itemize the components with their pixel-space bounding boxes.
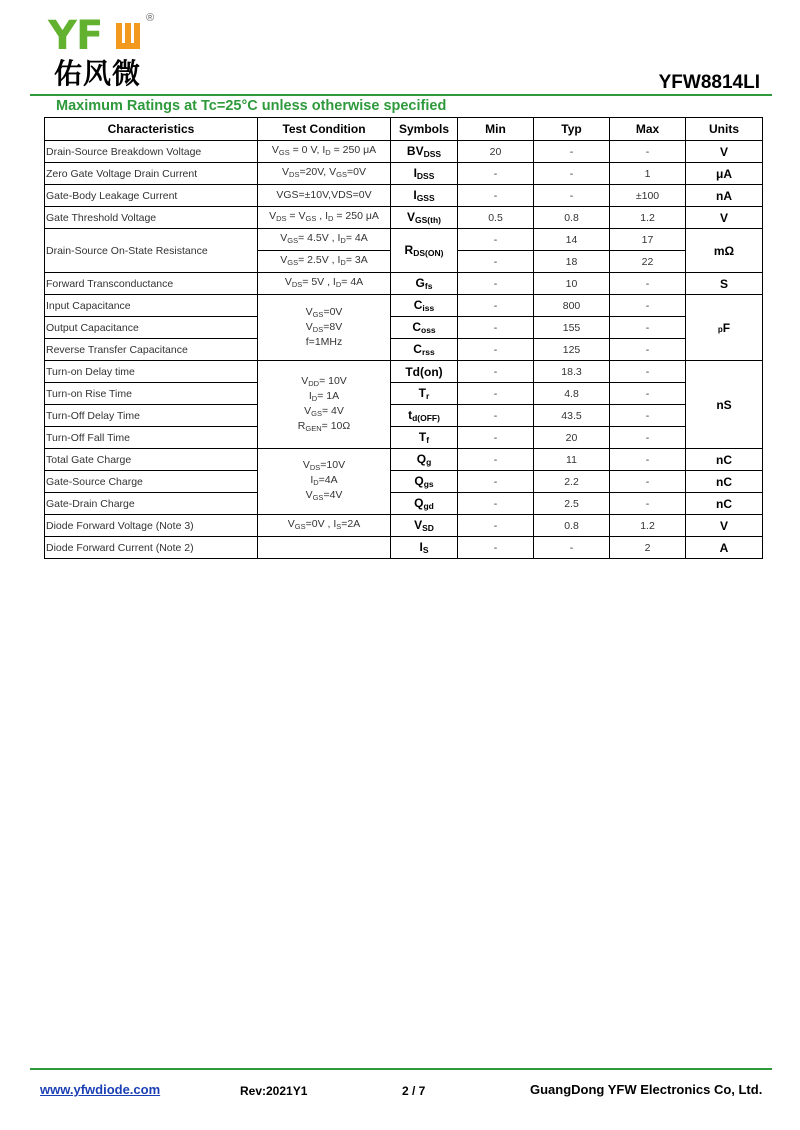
typ-cell: 2.5: [534, 493, 610, 515]
characteristic-cell: Turn-Off Delay Time: [45, 405, 258, 427]
symbol-cell: $T_r$: [391, 383, 458, 405]
max-cell: -: [610, 383, 686, 405]
unit-cell: A: [686, 537, 763, 559]
symbol-cell: $t_{d(OFF)}$: [391, 405, 458, 427]
typ-cell: 43.5: [534, 405, 610, 427]
characteristic-cell: Diode Forward Voltage (Note 3): [45, 515, 258, 537]
registered-mark: ®: [146, 12, 155, 24]
symbol-cell: $I_{GSS}$: [391, 185, 458, 207]
min-cell: 0.5: [458, 207, 534, 229]
test-condition-cell: $V_{GS} = 0$ V, $I_D = 250$ μA: [258, 141, 391, 163]
page-number: 2 / 7: [402, 1084, 426, 1098]
max-cell: -: [610, 361, 686, 383]
test-condition-cell: $V_{GS}=0V$ , $I_S=2A$: [258, 515, 391, 537]
characteristic-cell: Turn-Off Fall Time: [45, 427, 258, 449]
website-link[interactable]: www.yfwdiode.com: [40, 1082, 161, 1097]
min-cell: -: [458, 163, 534, 185]
column-header: Min: [458, 118, 534, 141]
symbol-cell: $Q_{gd}$: [391, 493, 458, 515]
symbol-cell: $V_{GS(th)}$: [391, 207, 458, 229]
min-cell: -: [458, 493, 534, 515]
characteristic-cell: Turn-on Rise Time: [45, 383, 258, 405]
characteristic-cell: Output Capacitance: [45, 317, 258, 339]
min-cell: -: [458, 471, 534, 493]
table-row: [45, 471, 763, 493]
column-header: Typ: [534, 118, 610, 141]
header-divider: [30, 94, 772, 96]
symbol-cell: $R_{DS(ON)}$: [391, 229, 458, 273]
min-cell: -: [458, 185, 534, 207]
unit-cell: nS: [686, 361, 763, 449]
symbol-cell: $I_S$: [391, 537, 458, 559]
max-cell: -: [610, 141, 686, 163]
column-header: Units: [686, 118, 763, 141]
typ-cell: 2.2: [534, 471, 610, 493]
test-condition-cell: $V_{DS}=10V$ $I_D=4A$ $V_{GS}=4V$: [258, 449, 391, 515]
unit-cell: V: [686, 515, 763, 537]
test-condition-cell: $V_{GS}=0V$ $V_{DS}=8V$ f=1MHz: [258, 295, 391, 361]
characteristic-cell: Total Gate Charge: [45, 449, 258, 471]
test-condition-cell: VGS=±10V,VDS=0V: [258, 185, 391, 207]
table-row: [45, 339, 763, 361]
logo-brand-text: YF: [48, 13, 103, 59]
max-cell: 17: [610, 229, 686, 251]
symbol-cell: Td(on): [391, 361, 458, 383]
unit-cell: nC: [686, 449, 763, 471]
typ-cell: -: [534, 163, 610, 185]
min-cell: -: [458, 405, 534, 427]
table-row: [45, 515, 763, 537]
test-condition-cell: $V_{DS}= 5V$ , $I_D= 4A$: [258, 273, 391, 295]
company-name: GuangDong YFW Electronics Co, Ltd.: [530, 1082, 763, 1097]
typ-cell: 18.3: [534, 361, 610, 383]
test-condition-cell: $V_{DS} = V_{GS}$ , $I_D = 250$ μA: [258, 207, 391, 229]
column-header: Max: [610, 118, 686, 141]
min-cell: -: [458, 251, 534, 273]
min-cell: -: [458, 427, 534, 449]
symbol-cell: $BV_{DSS}$: [391, 141, 458, 163]
characteristic-cell: Input Capacitance: [45, 295, 258, 317]
max-cell: -: [610, 405, 686, 427]
unit-cell: μA: [686, 163, 763, 185]
min-cell: -: [458, 273, 534, 295]
unit-cell: S: [686, 273, 763, 295]
min-cell: -: [458, 339, 534, 361]
unit-cell: V: [686, 141, 763, 163]
max-cell: -: [610, 471, 686, 493]
symbol-cell: $Q_{gs}$: [391, 471, 458, 493]
table-row: [45, 273, 763, 295]
unit-cell: pF: [686, 295, 763, 361]
max-cell: 1: [610, 163, 686, 185]
max-cell: -: [610, 339, 686, 361]
symbol-cell: $C_{oss}$: [391, 317, 458, 339]
symbol-cell: $T_f$: [391, 427, 458, 449]
table-row: [45, 317, 763, 339]
max-cell: -: [610, 449, 686, 471]
characteristic-cell: Gate Threshold Voltage: [45, 207, 258, 229]
table-row: [45, 493, 763, 515]
characteristic-cell: Forward Transconductance: [45, 273, 258, 295]
min-cell: -: [458, 383, 534, 405]
typ-cell: 155: [534, 317, 610, 339]
typ-cell: -: [534, 141, 610, 163]
characteristic-cell: Gate-Source Charge: [45, 471, 258, 493]
typ-cell: 800: [534, 295, 610, 317]
characteristic-cell: Reverse Transfer Capacitance: [45, 339, 258, 361]
unit-cell: nC: [686, 471, 763, 493]
table-row: [45, 537, 763, 559]
test-condition-cell: $V_{DS}=20V$, $V_{GS}=0V$: [258, 163, 391, 185]
table-row: [45, 185, 763, 207]
table-body: [45, 141, 763, 559]
test-condition-cell: $V_{DD}= 10V$ $I_D= 1A$ $V_{GS}= 4V$ $R_{GEN}= 10\Omega$: [258, 361, 391, 449]
min-cell: -: [458, 449, 534, 471]
column-header: Test Condition: [258, 118, 391, 141]
characteristic-cell: Zero Gate Voltage Drain Current: [45, 163, 258, 185]
table-row: [45, 295, 763, 317]
characteristic-cell: Diode Forward Current (Note 2): [45, 537, 258, 559]
typ-cell: 18: [534, 251, 610, 273]
characteristic-cell: Drain-Source On-State Resistance: [45, 229, 258, 273]
table-row: [45, 141, 763, 163]
table-row: [45, 163, 763, 185]
max-cell: -: [610, 295, 686, 317]
characteristic-cell: Gate-Drain Charge: [45, 493, 258, 515]
company-logo: [48, 12, 168, 94]
table-row: [45, 427, 763, 449]
max-cell: -: [610, 273, 686, 295]
test-condition-cell: $V_{GS}= 2.5V$ , $I_D= 3A$: [258, 251, 391, 273]
min-cell: -: [458, 537, 534, 559]
symbol-cell: $V_{SD}$: [391, 515, 458, 537]
unit-cell: mΩ: [686, 229, 763, 273]
characteristic-cell: Turn-on Delay time: [45, 361, 258, 383]
typ-cell: 125: [534, 339, 610, 361]
typ-cell: 20: [534, 427, 610, 449]
symbol-cell: $I_{DSS}$: [391, 163, 458, 185]
max-cell: 1.2: [610, 207, 686, 229]
footer-divider: [30, 1068, 772, 1070]
min-cell: -: [458, 295, 534, 317]
unit-cell: nA: [686, 185, 763, 207]
symbol-cell: $Q_g$: [391, 449, 458, 471]
max-cell: 22: [610, 251, 686, 273]
section-title: Maximum Ratings at Tc=25°C unless otherwise specified: [56, 98, 447, 114]
table-row: [45, 361, 763, 383]
max-cell: -: [610, 317, 686, 339]
table-row: [45, 405, 763, 427]
logo-w-mark: [114, 22, 142, 52]
logo-chinese-name: 佑风微: [54, 57, 142, 90]
column-header: Symbols: [391, 118, 458, 141]
ratings-table: [44, 117, 763, 559]
table-header-row: [45, 118, 763, 141]
typ-cell: 11: [534, 449, 610, 471]
test-condition-cell: $V_{GS}= 4.5V$ , $I_D= 4A$: [258, 229, 391, 251]
typ-cell: -: [534, 537, 610, 559]
test-condition-cell: [258, 537, 391, 559]
max-cell: ±100: [610, 185, 686, 207]
max-cell: -: [610, 493, 686, 515]
typ-cell: 14: [534, 229, 610, 251]
table-row: [45, 207, 763, 229]
min-cell: 20: [458, 141, 534, 163]
unit-cell: V: [686, 207, 763, 229]
max-cell: 1.2: [610, 515, 686, 537]
part-number: YFW8814LI: [658, 72, 760, 93]
min-cell: -: [458, 229, 534, 251]
symbol-cell: $G_{fs}$: [391, 273, 458, 295]
typ-cell: 0.8: [534, 207, 610, 229]
min-cell: -: [458, 361, 534, 383]
table-row: [45, 449, 763, 471]
table-row: [45, 383, 763, 405]
revision-label: Rev:2021Y1: [240, 1084, 308, 1098]
column-header: Characteristics: [45, 118, 258, 141]
max-cell: -: [610, 427, 686, 449]
unit-cell: nC: [686, 493, 763, 515]
symbol-cell: $C_{iss}$: [391, 295, 458, 317]
table-row: [45, 229, 763, 251]
min-cell: -: [458, 317, 534, 339]
typ-cell: -: [534, 185, 610, 207]
typ-cell: 10: [534, 273, 610, 295]
symbol-cell: $C_{rss}$: [391, 339, 458, 361]
typ-cell: 4.8: [534, 383, 610, 405]
characteristic-cell: Gate-Body Leakage Current: [45, 185, 258, 207]
typ-cell: 0.8: [534, 515, 610, 537]
min-cell: -: [458, 515, 534, 537]
max-cell: 2: [610, 537, 686, 559]
characteristic-cell: Drain-Source Breakdown Voltage: [45, 141, 258, 163]
